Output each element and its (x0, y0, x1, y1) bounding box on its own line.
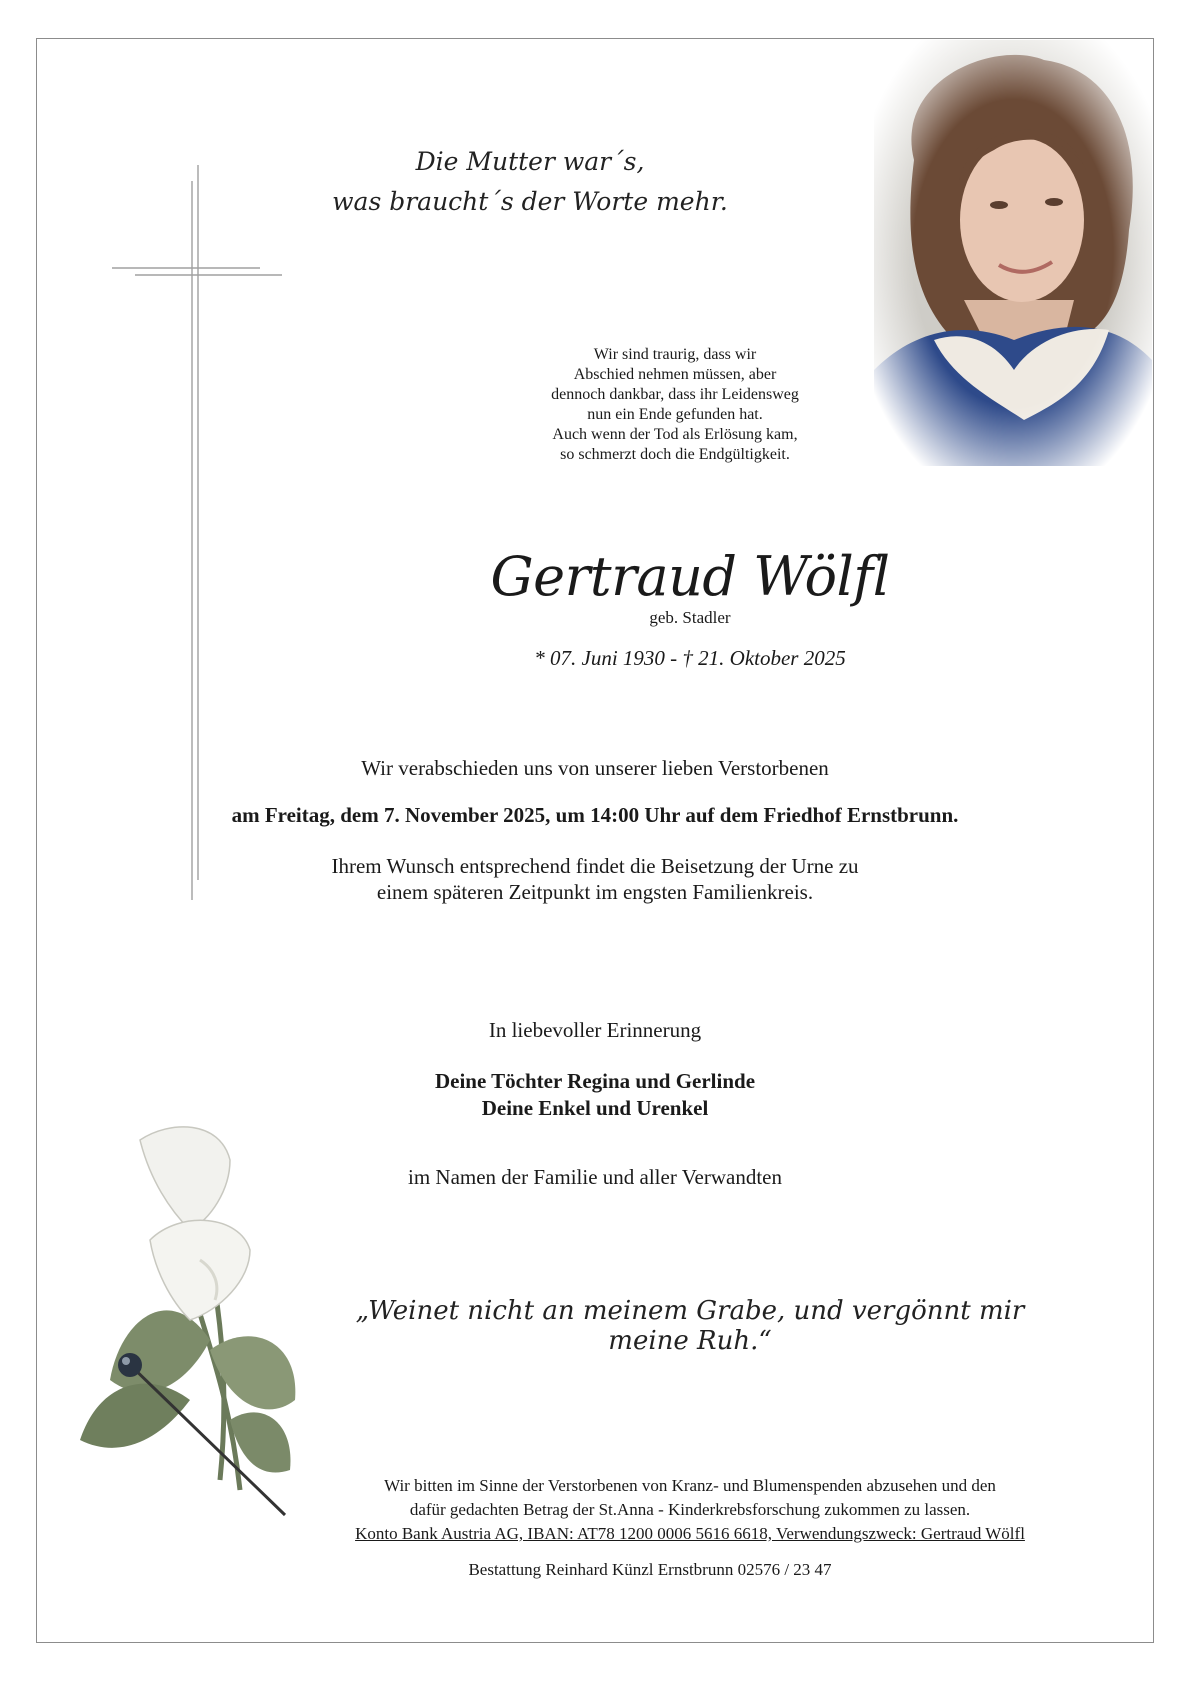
ceremony-date: am Freitag, dem 7. November 2025, um 14:00 Uhr auf dem Friedhof Ernstbrunn. (231, 803, 959, 827)
mourners-line2: Deine Enkel und Urenkel (481, 1096, 709, 1120)
condolence-text (520, 345, 830, 465)
calla-lily-illustration (80, 1120, 325, 1520)
header-quote (330, 142, 730, 222)
condolence-line: Auch wenn der Tod als Erlösung kam, (552, 426, 798, 443)
mourners-outro: im Namen der Familie und aller Verwandten (407, 1165, 782, 1189)
condolence-line: Abschied nehmen müssen, aber (573, 366, 777, 383)
condolence-line: Wir sind traurig, dass wir (593, 346, 757, 363)
funeral-home: Bestattung Reinhard Künzl Ernstbrunn 02576 / 23 47 (468, 1560, 832, 1579)
closing-motto: „Weinet nicht an meinem Grabe, und vergönnt mir meine Ruh.“ (355, 1296, 1025, 1356)
deceased-name: Gertraud Wölfl (490, 545, 890, 608)
header-quote-line2: was braucht´s der Worte mehr. (332, 187, 728, 216)
burial-wish-line2: einem späteren Zeitpunkt im engsten Familienkreis. (376, 880, 814, 904)
portrait-photo (874, 40, 1152, 466)
header-quote-line1: Die Mutter war´s, (415, 147, 645, 176)
donation-line1: Wir bitten im Sinne der Verstorbenen von Kranz- und Blumenspenden abzusehen und den (384, 1476, 996, 1495)
farewell-intro: Wir verabschieden uns von unserer lieben Verstorbenen (361, 756, 829, 780)
donation-note (310, 1474, 1070, 1546)
condolence-line: nun ein Ende gefunden hat. (587, 406, 763, 423)
condolence-line: so schmerzt doch die Endgültigkeit. (560, 446, 790, 463)
condolence-line: dennoch dankbar, dass ihr Leidensweg (551, 386, 799, 403)
burial-wish (300, 853, 890, 905)
donation-line2: dafür gedachten Betrag der St.Anna - Kinderkrebsforschung zukommen zu lassen. (409, 1500, 971, 1519)
mourners-list (350, 1068, 840, 1122)
maiden-name: geb. Stadler (649, 608, 731, 627)
bank-account: Konto Bank Austria AG, IBAN: AT78 1200 0006 5616 6618, Verwendungszweck: Gertraud Wölfl (355, 1524, 1025, 1543)
mourners-line1: Deine Töchter Regina und Gerlinde (434, 1069, 756, 1093)
burial-wish-line1: Ihrem Wunsch entsprechend findet die Beisetzung der Urne zu (331, 854, 859, 878)
memory-intro: In liebevoller Erinnerung (488, 1018, 702, 1042)
life-dates: * 07. Juni 1930 - † 21. Oktober 2025 (534, 646, 846, 670)
cross-icon (110, 165, 285, 900)
